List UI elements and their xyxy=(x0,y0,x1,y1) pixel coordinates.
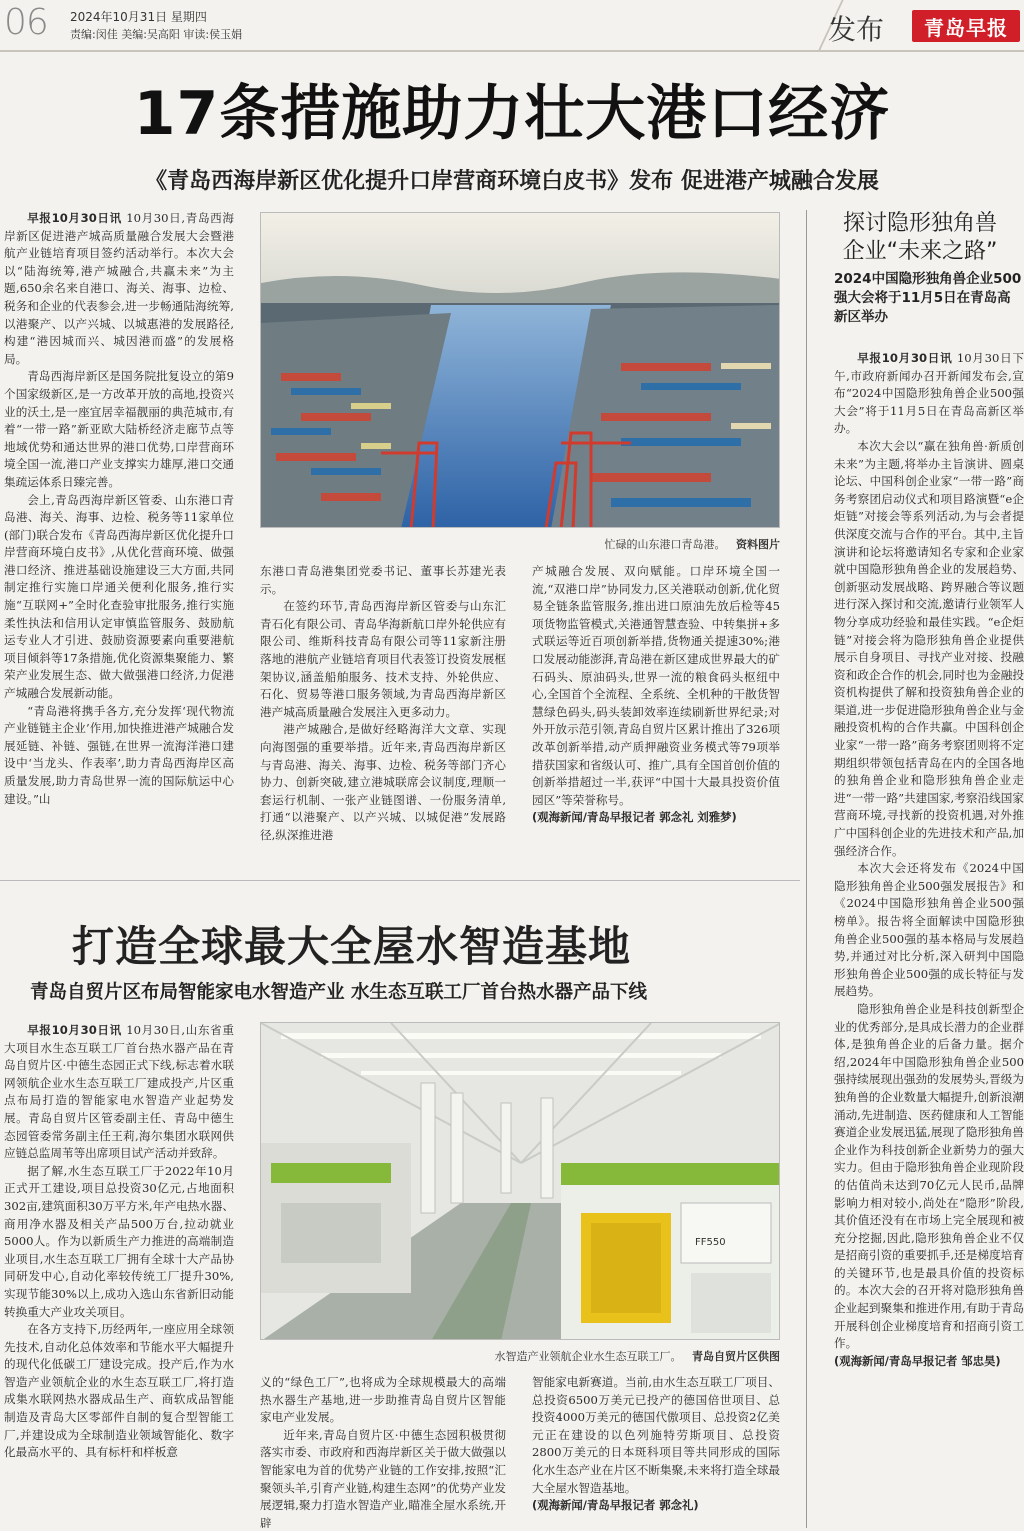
story-divider xyxy=(0,880,800,881)
story2-paragraph: 在各方支持下,历经两年,一座应用全球领先技术,自动化总体效率和节能水平大幅提升的现代化低碳工厂建设完成。投产后,作为水智造产业领航企业的水生态互联工厂,将打造成集水联网热水器成品生产、商软成品智能制造及青岛大区零部件自制的复合型智能工厂,并建设成为全球制造业领域智能化、数字化最高水平的、具有标杆和样板意 xyxy=(4,1322,234,1460)
story1-headline: 17条措施助力壮大港口经济 xyxy=(133,79,891,149)
story2-lead: 早报10月30日讯 xyxy=(27,1023,122,1037)
photo-caption-text: 忙碌的山东港口青岛港。 xyxy=(604,538,726,551)
story1-paragraph: 青岛西海岸新区是国务院批复设立的第9个国家级新区,是一方改革开放的高地,投资兴业的沃土,是一座宜居幸福靓丽的典范城市,有着“一带一路”新亚欧大陆桥经济走廊节点等地域优势和通达世界的港口优势,口岸营商环境全国一流,港口产业支撑实力雄厚,港口交通集疏运体系日臻完善。 xyxy=(4,369,234,489)
masthead xyxy=(0,0,1024,52)
story2-paragraph: 义的“绿色工厂”,也将成为全球规模最大的高端热水器生产基地,进一步助推青岛自贸片区智能家电产业发展。 xyxy=(260,1375,506,1425)
sidebar-body xyxy=(834,350,1024,1528)
machine-model-label: FF550 xyxy=(695,1237,726,1248)
photo-credit: 资料图片 xyxy=(736,538,780,551)
story1-paragraph: 港产城融合,是做好经略海洋大文章、实现向海图强的重要举措。近年来,青岛西海岸新区与青岛港、海关、海事、边检、税务等部门齐心协力、创新突破,建立港城联席会议制度,理顺一套运行机制、一张产业链图谱、一份服务清单,打通“以港聚产、以产兴城、以城促港”发展路径,纵深推进港 xyxy=(260,722,506,842)
sidebar-headline-line: 探讨隐形独角兽 xyxy=(842,211,997,236)
story2-headline: 打造全球最大全屋水智造基地 xyxy=(72,922,632,971)
factory-photo-image xyxy=(261,1023,780,1340)
sidebar-byline: (观海新闻/青岛早报记者 邹忠昊) xyxy=(834,1353,1001,1368)
story2-paragraph: 据了解,水生态互联工厂于2022年10月正式开工建设,项目总投资30亿元,占地面积302亩,建筑面积30万平方米,年产电热水器、商用净水器及相关产品500万台,拉动就业5000人。作为以新质生产力推进的高端制造业项目,水生态互联工厂拥有全球十大产品协同研发中心,自动化率较传统工厂提升30%,实现节能30%以上,成功入选山东省新旧动能转换重大产业攻关项目。 xyxy=(4,1163,234,1319)
story2-column-2 xyxy=(260,1374,506,1528)
story1-column-2 xyxy=(260,563,506,863)
sidebar-headline xyxy=(816,210,1024,266)
story1-paragraph: 产城融合发展、双向赋能。口岸环境全国一流,“双港口岸”协同发力,区关港联动创新,优化贸易全链条监管服务,推出进口原油先放后检等45项货物监管模式,关港通智慧查验、中转集拼+多式联运等近百项创新举措,货物通关提速30%;港口发展动能澎湃,青岛港在新区建成世界最大的矿石码头、原油码头,世界一流的粮食码头枢纽中心,全国首个全流程、全系统、全机种的干散货智慧绿色码头,码头装卸效率连续刷新世界纪录;对外开放示范引领,青岛自贸片区累计推出了326项改革创新举措,动产质押融资业务模式等79项举措获国家和省级认可、推广,具有全国首创价值的创新举措超过一半,获评“中国十大最具投资价值园区”等荣誉称号。 xyxy=(532,564,780,807)
story1-subheadline: 《青岛西海岸新区优化提升口岸营商环境白皮书》发布 促进港产城融合发展 xyxy=(145,169,879,194)
story2-column-3 xyxy=(532,1374,780,1528)
port-photo-image xyxy=(261,213,780,528)
story2-column-1 xyxy=(4,1022,234,1528)
issue-date: 2024年10月31日 星期四 xyxy=(70,10,207,24)
sidebar-paragraph: 隐形独角兽企业是科技创新型企业的优秀部分,是具成长潜力的企业群体,是独角兽企业的后备力量。据介绍,2024年中国隐形独角兽企业500强持续展现出强劲的发展势头,晋级为独角兽的企业数量大幅提升,创新浪潮涌动,先进制造、医药健康和人工智能赛道企业发展迅猛,展现了隐形独角兽企业作为科技创新企业新势力的强大实力。但由于隐形独角兽企业现阶段的估值尚未达到70亿元人民币,品牌影响力相对较小,尚处在“隐形”阶段,其价值还没有在市场上完全展现和被充分挖掘,因此,隐形独角兽企业不仅是招商引资的重要抓手,还是梯度培育的关键环节,也是最具价值的投资标的。本次大会的召开将对隐形独角兽企业起到聚集和推进作用,有助于青岛开展科创企业梯度培育和招商引资工作。 xyxy=(834,1001,1024,1351)
story1-byline: (观海新闻/青岛早报记者 郭念礼 刘雅梦) xyxy=(532,810,737,825)
story1-column-3 xyxy=(532,563,780,863)
story1-column-1 xyxy=(4,210,234,870)
port-photo-caption xyxy=(260,536,780,552)
sidebar-divider xyxy=(806,210,807,1528)
story1-paragraph: 10月30日,青岛西海岸新区促进港产城高质量融合发展大会暨港航产业链培育项目签约活动举行。本次大会以“陆海统筹,港产城融合,共赢未来”为主题,650余名来自港口、海关、海事、边检、税务和企业的代表参会,进一步畅通陆海统筹,以港聚产、以产兴城、以城惠港的发展路径,构建“港因城而兴、城因港而盛”的发展格局。 xyxy=(4,211,234,366)
photo-credit: 青岛自贸片区供图 xyxy=(692,1350,780,1363)
page-number: 06 xyxy=(4,2,48,43)
story2-subheadline: 青岛自贸片区布局智能家电水智造产业 水生态互联工厂首台热水器产品下线 xyxy=(30,982,647,1003)
story2-byline: (观海新闻/青岛早报记者 郭念礼) xyxy=(532,1498,699,1513)
newspaper-logo: 青岛早报 xyxy=(912,10,1020,42)
sidebar-subheadline: 2024中国隐形独角兽企业500强大会将于11月5日在青岛高新区举办 xyxy=(834,271,1022,325)
factory-photo-caption xyxy=(260,1348,780,1364)
photo-caption-text: 水智造产业领航企业水生态互联工厂。 xyxy=(494,1350,682,1363)
sidebar-paragraph: 本次大会以“赢在独角兽·新质创未来”为主题,将举办主旨演讲、圆桌论坛、中国科创企业家“一带一路”商务考察团启动仪式和项目路演暨“e企炬链”对接会等系列活动,为与会者提供深度交流与合作的平台。其中,主旨演讲和论坛将邀请知名专家和企业家就中国隐形独角兽企业的发展趋势、创新驱动发展战略、跨界融合等议题进行深入探讨和交流,邀请行业领军人物分享成功经验和最佳实践。“e企炬链”对接会将为隐形独角兽企业提供展示自身项目、寻找产业对接、投融资和政企合作的机会,同时也为金融投资机构提供了解和投资独角兽企业的渠道,进一步促进隐形独角兽企业与金融投资机构的合作共赢。中国科创企业家“一带一路”商务考察团则将不定期组织带领包括青岛在内的全国各地的独角兽企业和隐形独角兽企业走进“一带一路”共建国家,考察沿线国家营商环境,寻找新的投资机遇,对外推广中国科创企业的先进技术和产品,加强经济合作。 xyxy=(834,438,1024,858)
story2-paragraph: 近年来,青岛自贸片区·中德生态园积极贯彻落实市委、市政府和西海岸新区关于做大做强以智能家电为首的优势产业链的工作安排,按照“汇聚领头羊,引育产业链,构建生态网”的优势产业发展逻辑,聚力打造水智造产业,瞄准全屋水系统,开辟 xyxy=(260,1427,506,1528)
story2-paragraph: 10月30日,山东省重大项目水生态互联工厂首台热水器产品在青岛自贸片区·中德生态园正式下线,标志着水联网领航企业水生态互联工厂建成投产,片区重点布局打造的智能家电水智造产业起势发展。青岛自贸片区管委副主任、青岛中德生态园管委常务副主任王莉,海尔集团水联网供应链总监周苇等出席项目试产活动并致辞。 xyxy=(4,1023,234,1161)
sidebar-headline-line: 企业“未来之路” xyxy=(842,239,998,264)
story1-lead: 早报10月30日讯 xyxy=(27,211,122,225)
story1-paragraph: 会上,青岛西海岸新区管委、山东港口青岛港、海关、海事、边检、税务等11家单位(部门)联合发布《青岛西海岸新区优化提升口岸营商环境白皮书》,从优化营商环境、做强港口经济、推进基础设施建设三大方面,共同制定推行实施口岸通关便利化服务,推行实施“互联网+”全时化查验审批服务,推行实施柔性执法和信用认定审慎监管服务、鼓励航运专业人才引进、鼓励资源要素向重要港航项目倾斜等17条措施,优化资源集聚能力、繁荣产业发展生态、做大做强港口经济,力促港产城融合发展新动能。 xyxy=(4,492,234,701)
sidebar-paragraph: 10月30日下午,市政府新闻办召开新闻发布会,宣布“2024中国隐形独角兽企业500强大会”将于11月5日在青岛高新区举办。 xyxy=(834,351,1024,436)
section-name: 发布 xyxy=(828,13,885,46)
port-photo xyxy=(260,212,780,528)
editor-credits: 责编:闵佳 美编:吴高阳 审读:侯玉娟 xyxy=(70,28,243,41)
story1-paragraph: “青岛港将携手各方,充分发挥‘现代物流产业链链主企业’作用,加快推进港产城融合发展延链、补链、强链,在世界一流海洋港口建设中‘当龙头、作表率’,助力青岛西海岸区高质量发展,助力青岛世界一流的国际航运中心建设。”山 xyxy=(4,703,234,806)
story2-paragraph: 智能家电新赛道。当前,由水生态互联工厂项目、总投资6500万美元已投产的德国倍世项目、总投资4000万美元的德国代傲项目、总投资2亿美元正在建设的以色列施特劳斯项目、总投资2800万美元的日本斑科项目等共同形成的国际化水生态产业在片区不断集聚,未来将打造全球最大全屋水智造基地。 xyxy=(532,1375,780,1495)
story1-paragraph: 东港口青岛港集团党委书记、董事长苏建光表示。 xyxy=(260,564,506,596)
sidebar-lead: 早报10月30日讯 xyxy=(857,351,953,365)
factory-photo xyxy=(260,1022,780,1340)
story1-paragraph: 在签约环节,青岛西海岸新区管委与山东汇青石化有限公司、青岛华海新航口岸外轮供应有限公司、维斯科技青岛有限公司等11家新注册落地的港航产业链培育项目代表签订投资发展框架协议,涵盖船舶服务、技术支持、外轮供应、石化、贸易等港口服务领域,为青岛西海岸新区港产城高质量融合发展注入更多动力。 xyxy=(260,599,506,719)
sidebar-paragraph: 本次大会还将发布《2024中国隐形独角兽企业500强发展报告》和《2024中国隐形独角兽企业500强榜单》。报告将全面解读中国隐形独角兽企业500强的基本格局与发展趋势,并通过对比分析,深入研判中国隐形独角兽企业500强的成长特征与发展趋势。 xyxy=(834,861,1024,999)
